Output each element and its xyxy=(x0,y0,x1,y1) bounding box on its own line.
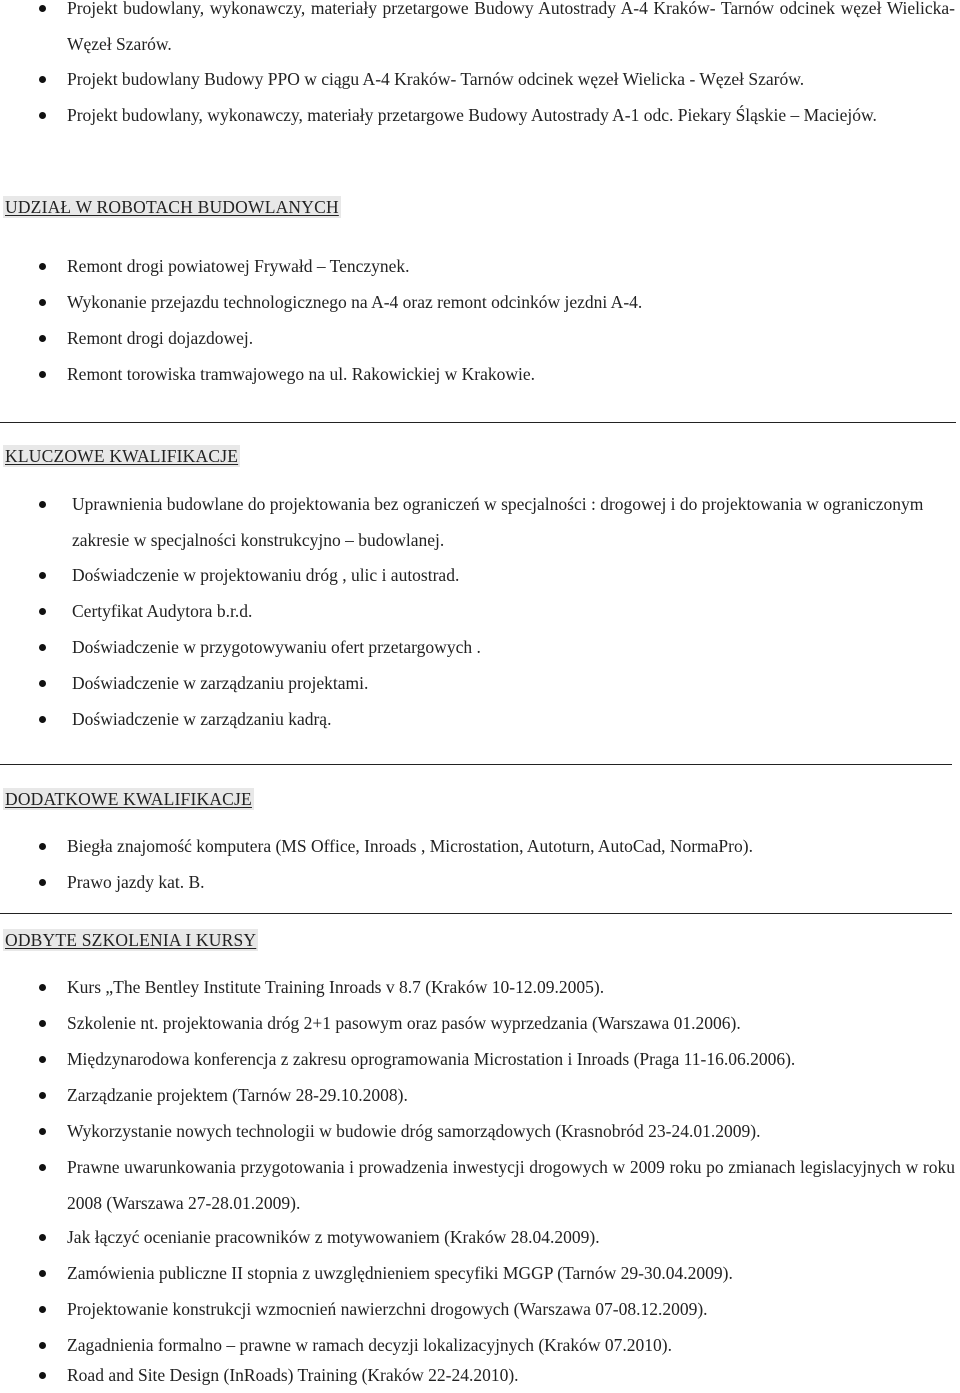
list-item xyxy=(0,969,960,1005)
list-item-text: Biegła znajomość komputera (MS Office, Inroads , Microstation, Autoturn, AutoCad, NormaPro). xyxy=(67,836,753,856)
list-item-text: Remont drogi powiatowej Frywałd – Tenczynek. xyxy=(67,256,410,276)
list-item-text: Doświadczenie w zarządzaniu projektami. xyxy=(72,673,369,693)
list-item-text: Prawne uwarunkowania przygotowania i prowadzenia inwestycji drogowych w 2009 roku po zmianach legislacyjnych w roku 2008 (Warszawa 27-28.01.2009). xyxy=(67,1157,955,1213)
list-item xyxy=(0,1149,960,1221)
list-item-text: Zamówienia publiczne II stopnia z uwzględnieniem specyfiki MGGP (Tarnów 29-30.04.2009). xyxy=(67,1263,733,1283)
bullet-icon xyxy=(39,608,46,615)
bullet-icon xyxy=(39,112,46,119)
list-item xyxy=(0,593,960,629)
list-item xyxy=(0,486,960,558)
list-item-text: Prawo jazdy kat. B. xyxy=(67,872,205,892)
bullet-icon xyxy=(39,1128,46,1135)
list-item-text: Doświadczenie w przygotowywaniu ofert przetargowych . xyxy=(72,637,481,657)
list-item xyxy=(0,1219,960,1255)
list-item-text: Wykorzystanie nowych technologii w budowie dróg samorządowych (Krasnobród 23-24.01.2009). xyxy=(67,1121,761,1141)
list-item xyxy=(0,356,960,392)
list-item xyxy=(0,320,960,356)
divider xyxy=(0,764,952,765)
list-item-text: Kurs „The Bentley Institute Training Inroads v 8.7 (Kraków 10-12.09.2005). xyxy=(67,977,605,997)
divider xyxy=(0,422,956,423)
bullet-icon xyxy=(39,680,46,687)
bullet-icon xyxy=(39,1056,46,1063)
list-item-text: Doświadczenie w projektowaniu dróg , ulic i autostrad. xyxy=(72,565,460,585)
divider xyxy=(0,913,952,914)
list-item-text: Projekt budowlany, wykonawczy, materiały przetargowe Budowy Autostrady A-1 odc. Piekary Śląskie – Maciejów. xyxy=(67,105,877,125)
bullet-icon xyxy=(39,263,46,270)
bullet-icon xyxy=(39,879,46,886)
list-item-text: Międzynarodowa konferencja z zakresu oprogramowania Microstation i Inroads (Praga 11-16.06.2006). xyxy=(67,1049,796,1069)
bullet-icon xyxy=(39,716,46,723)
bullet-icon xyxy=(39,1092,46,1099)
bullet-icon xyxy=(39,501,46,508)
list-item-text: Jak łączyć ocenianie pracowników z motywowaniem (Kraków 28.04.2009). xyxy=(67,1227,600,1247)
list-item xyxy=(0,1255,960,1291)
list-item xyxy=(0,1357,960,1393)
bullet-icon xyxy=(39,572,46,579)
list-item xyxy=(0,1005,960,1041)
list-item-text: Szkolenie nt. projektowania dróg 2+1 pasowym oraz pasów wyprzedzania (Warszawa 01.2006). xyxy=(67,1013,741,1033)
list-item-text: Remont drogi dojazdowej. xyxy=(67,328,254,348)
list-item xyxy=(0,629,960,665)
bullet-icon xyxy=(39,76,46,83)
bullet-icon xyxy=(39,1306,46,1313)
list-item-text: Road and Site Design (InRoads) Training (Kraków 22-24.2010). xyxy=(67,1365,519,1385)
list-item xyxy=(0,1291,960,1327)
bullet-icon xyxy=(39,1372,46,1379)
list-item-text: Wykonanie przejazdu technologicznego na A-4 oraz remont odcinków jezdni A-4. xyxy=(67,292,643,312)
section-heading-roboty: UDZIAŁ W ROBOTACH BUDOWLANYCH xyxy=(5,197,339,217)
bullet-icon xyxy=(39,1270,46,1277)
list-item xyxy=(0,1113,960,1149)
list-item xyxy=(0,248,960,284)
section-heading-dodatkowe: DODATKOWE KWALIFIKACJE xyxy=(5,789,252,809)
list-item xyxy=(0,701,960,737)
bullet-icon xyxy=(39,644,46,651)
bullet-icon xyxy=(39,843,46,850)
list-item-text: Zagadnienia formalno – prawne w ramach decyzji lokalizacyjnych (Kraków 07.2010). xyxy=(67,1335,672,1355)
list-item-text: Remont torowiska tramwajowego na ul. Rakowickiej w Krakowie. xyxy=(67,364,536,384)
list-item-text: Uprawnienia budowlane do projektowania bez ograniczeń w specjalności : drogowej i do projektowania w ograniczonym zakresie w specjalności konstrukcyjno – budowlanej. xyxy=(72,494,924,550)
list-item-text: Projektowanie konstrukcji wzmocnień nawierzchni drogowych (Warszawa 07-08.12.2009). xyxy=(67,1299,708,1319)
list-item xyxy=(0,864,960,900)
list-item xyxy=(0,1077,960,1113)
bullet-icon xyxy=(39,1164,46,1171)
list-item xyxy=(0,665,960,701)
list-item xyxy=(0,828,960,864)
list-item xyxy=(0,97,960,169)
list-item xyxy=(0,61,960,97)
bullet-icon xyxy=(39,984,46,991)
section-heading-szkolenia: ODBYTE SZKOLENIA I KURSY xyxy=(5,930,257,950)
list-item-text: Certyfikat Audytora b.r.d. xyxy=(72,601,253,621)
list-item-text: Projekt budowlany Budowy PPO w ciągu A-4 Kraków- Tarnów odcinek węzeł Wielicka - Węzeł Szarów. xyxy=(67,69,805,89)
list-item-text: Doświadczenie w zarządzaniu kadrą. xyxy=(72,709,332,729)
list-item-text: Zarządzanie projektem (Tarnów 28-29.10.2008). xyxy=(67,1085,408,1105)
list-item-text: Projekt budowlany, wykonawczy, materiały przetargowe Budowy Autostrady A-4 Kraków- Tarnów odcinek węzeł Wielicka- Węzeł Szarów. xyxy=(67,0,955,54)
bullet-icon xyxy=(39,335,46,342)
list-item xyxy=(0,1041,960,1077)
bullet-icon xyxy=(39,1020,46,1027)
bullet-icon xyxy=(39,299,46,306)
bullet-icon xyxy=(39,1342,46,1349)
list-item xyxy=(0,557,960,593)
bullet-icon xyxy=(39,1234,46,1241)
bullet-icon xyxy=(39,371,46,378)
list-item xyxy=(0,284,960,320)
bullet-icon xyxy=(39,5,46,12)
section-heading-kluczowe: KLUCZOWE KWALIFIKACJE xyxy=(5,446,239,466)
